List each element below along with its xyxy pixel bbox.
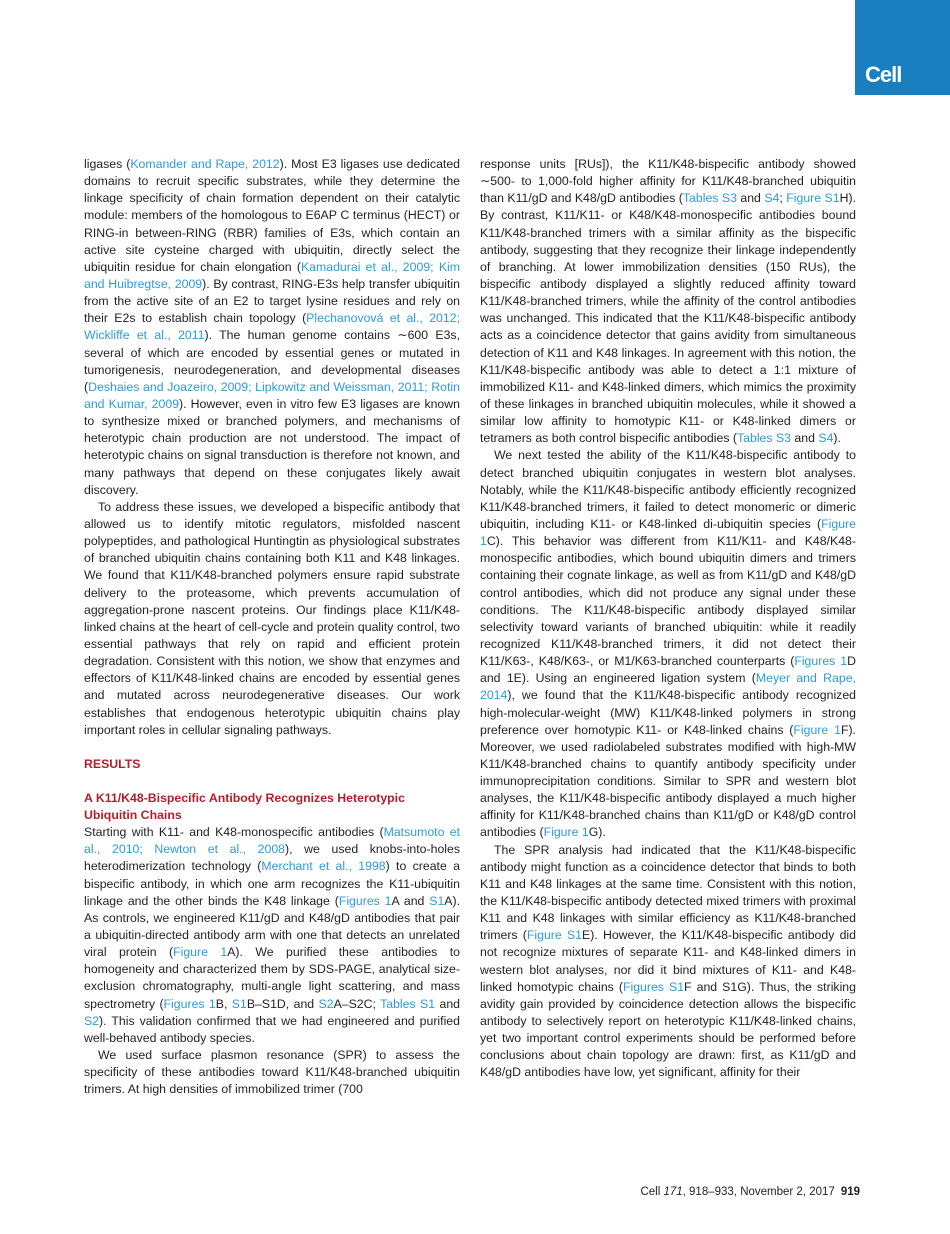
paragraph-text: ). The human genome contains ∼600 E3s, several of which are encoded by essential genes or mutated in tumorigenesis, neurodegeneration, and developmental diseases (: [84, 328, 460, 394]
paragraph-text: D and 1E). Using an engineered ligation system (: [480, 654, 856, 686]
citation-link[interactable]: Tables S3: [682, 191, 737, 206]
citation-link[interactable]: Figure S1: [526, 928, 583, 943]
paragraph-text: ). However, even in vitro few E3 ligases are known to synthesize mixed or branched polymers, and mechanisms of heterotypic chain production are not understood. The impact of heterotypic chains on signal transduction is therefore not known, and many pathways that depend on these conjugates likely await discovery.: [84, 396, 460, 497]
paragraph-text: and: [791, 431, 819, 446]
body-paragraph: [480, 842, 856, 1082]
body-paragraph: [480, 156, 856, 447]
section-heading: RESULTS: [84, 756, 141, 771]
paragraph-text: F). Moreover, we used radiolabeled substrates modified with high-MW K11/K48-branched chains to quantify antibody specificity under immunoprecipitation conditions. Similar to SPR and western blot analyses, the K11/K48-bispecific antibody displayed a much higher affinity for K11/K48-branched chains than K11/gD or K48/gD control antibodies (: [480, 722, 856, 840]
citation-link[interactable]: S1: [429, 893, 445, 908]
citation-link[interactable]: S4: [818, 431, 834, 446]
body-paragraph: [84, 824, 460, 1047]
citation-link[interactable]: Deshaies and Joazeiro, 2009; Lipkowitz and Weissman, 2011; Rotin and Kumar, 2009: [84, 379, 460, 411]
paragraph-text: B–S1D, and: [246, 996, 319, 1011]
paragraph-text: A–S2C;: [333, 996, 381, 1011]
citation-link[interactable]: Figures S1: [622, 979, 685, 994]
paragraph-text: and: [435, 996, 460, 1011]
paragraph-text: response units [RUs]), the K11/K48-bispecific antibody showed ∼500- to 1,000-fold higher affinity for K11/K48-branched ubiquitin than K11/gD and K48/gD antibodies (: [480, 157, 856, 206]
citation-link[interactable]: Figures 1: [163, 996, 216, 1011]
body-paragraph: [480, 447, 856, 841]
right-column: [480, 156, 856, 1082]
citation-link[interactable]: S2: [318, 996, 334, 1011]
footer-volume: 171: [663, 1186, 683, 1198]
citation-link[interactable]: Figures 1: [794, 654, 848, 669]
paragraph-text: E). However, the K11/K48-bispecific antibody did not recognize mixtures of separate K11- and K48-linked dimers in western blot analyses, nor did it bind mixtures of K11- and K48-linked homotypic chains (: [480, 928, 856, 994]
footer-citation-rest: , 918–933, November 2, 2017: [682, 1186, 835, 1198]
paragraph-text: ;: [779, 191, 787, 206]
paragraph-text: Starting with K11- and K48-monospecific antibodies (: [84, 825, 384, 840]
journal-logo: [855, 0, 950, 95]
citation-link[interactable]: Meyer and Rape, 2014: [480, 671, 856, 703]
citation-link[interactable]: Plechanovová et al., 2012; Wickliffe et al., 2011: [84, 311, 460, 343]
citation-link[interactable]: Tables S3: [737, 431, 792, 446]
citation-link[interactable]: Merchant et al., 1998: [261, 859, 386, 874]
citation-link[interactable]: Figures 1: [338, 893, 392, 908]
footer-citation-prefix: Cell: [640, 1186, 664, 1198]
paragraph-text: G).: [588, 825, 606, 840]
paragraph-text: ). This validation confirmed that we had engineered and purified well-behaved antibody species.: [84, 1013, 460, 1045]
journal-logo-text: Cell: [865, 62, 902, 87]
body-paragraph: [84, 499, 460, 739]
subsection-heading: A K11/K48-Bispecific Antibody Recognizes Heterotypic Ubiquitin Chains: [84, 790, 405, 823]
page-number: 919: [840, 1186, 860, 1198]
citation-link[interactable]: S2: [84, 1013, 100, 1028]
citation-link[interactable]: S4: [764, 191, 780, 206]
body-paragraph: [84, 156, 460, 499]
paragraph-text: B,: [215, 996, 232, 1011]
citation-link[interactable]: Figure 1: [543, 825, 589, 840]
paragraph-text: We used surface plasmon resonance (SPR) to assess the specificity of these antibodies toward K11/K48-branched ubiquitin trimers. At high densities of immobilized trimer (700: [84, 1048, 460, 1097]
paragraph-text: ), we used knobs-into-holes heterodimerization technology (: [84, 842, 461, 874]
citation-link[interactable]: Figure S1: [786, 191, 840, 206]
citation-link[interactable]: Figure 1: [480, 516, 856, 549]
citation-link[interactable]: Komander and Rape, 2012: [130, 157, 280, 171]
paragraph-text: H). By contrast, K11/K11- or K48/K48-monospecific antibodies bound K11/K48-branched trimers with a similar affinity as the bispecific antibody, suggesting that they recognize their linkage independently of branching. At lower immobilization densities (150 RUs), the bispecific antibody displayed a slightly reduced affinity toward K11/K48-branched trimers, while the affinity of the control antibodies was unchanged. This indicated that the K11/K48-bispecific antibody acts as a coincidence detector that gains avidity from simultaneous detection of K11 and K48 linkages. In agreement with this notion, the K11/K48-bispecific antibody was able to detect a 1:1 mixture of immobilized K11- and K48-linked dimers, which mimics the proximity of these linkages in branched ubiquitin molecules, while it showed a similar low affinity to homotypic K11- or K48-linked dimers or tetramers as both control bispecific antibodies (: [480, 191, 856, 446]
paragraph-text: ), we found that the K11/K48-bispecific antibody recognized high-molecular-weight (MW) K11/K48-linked polymers in strong preference over homotypic K11- or K48-linked chains (: [480, 688, 856, 737]
paragraph-text: A and: [391, 893, 430, 908]
paragraph-text: ). By contrast, RING-E3s help transfer ubiquitin from the active site of an E2 to target lysine residues and rely on their E2s to establish chain topology (: [84, 276, 460, 326]
body-paragraph: [84, 1047, 460, 1098]
left-column: [84, 156, 460, 1098]
paragraph-text: ligases (: [84, 157, 131, 171]
paragraph-text: ).: [833, 431, 841, 446]
citation-link[interactable]: Kamadurai et al., 2009; Kim and Huibregtse, 2009: [84, 259, 460, 291]
paragraph-text: To address these issues, we developed a bispecific antibody that allowed us to identify mitotic regulators, misfolded nascent polypeptides, and pathological Huntingtin as physiological substrates of branched ubiquitin chains containing both K11 and K48 linkages. We found that K11/K48-branched polymers ensure rapid substrate delivery to the proteasome, which prevents accumulation of aggregation-prone nascent proteins. Our findings place K11/K48-linked chains at the heart of cell-cycle and protein quality control, two essential pathways that rely on rapid and efficient protein degradation. Consistent with this notion, we show that enzymes and effectors of K11/K48-linked chains are encoded by essential genes and mutated across neurodegenerative diseases. Our work establishes that endogenous heterotypic ubiquitin chains play important roles in cellular signaling pathways.: [84, 499, 460, 737]
paragraph-text: C). This behavior was different from K11/K11- and K48/K48-monospecific antibodies, which bound ubiquitin dimers and trimers containing their cognate linkage, as well as from K11/gD and K48/gD control antibodies, which did not produce any signal under these conditions. The K11/K48-bispecific antibody displayed similar selectivity toward variants of branched ubiquitin: while it readily recognized K11/K48-branched trimers, it did not detect their K11/K63-, K48/K63-, or M1/K63-branched counterparts (: [480, 534, 856, 669]
citation-link[interactable]: Tables S1: [380, 996, 436, 1011]
paragraph-text: A). As controls, we engineered K11/gD and K48/gD antibodies that pair a ubiquitin-directed antibody arm with one that detects an unrelated viral protein (: [84, 893, 461, 960]
citation-link[interactable]: Figure 1: [173, 945, 228, 960]
citation-link[interactable]: S1: [231, 996, 247, 1011]
citation-link[interactable]: Figure 1: [793, 722, 841, 737]
paragraph-text: F and S1G). Thus, the striking avidity gain provided by coincidence detection allows the bispecific antibody to selectively report on heterotypic K11/K48-linked chains, yet two important control experiments should be performed before conclusions about chain topology are drawn: first, as K11/gD and K48/gD antibodies have low, yet significant, affinity for their: [480, 979, 856, 1080]
page-footer: [640, 1186, 860, 1198]
paragraph-text: ) to create a bispecific antibody, in which one arm recognizes the K11-ubiquitin linkage and the other binds the K48 linkage (: [84, 859, 460, 908]
paragraph-text: ). Most E3 ligases use dedicated domains to recruit specific substrates, while they determine the linkage specificity of chain formation dependent on their catalytic module: members of the homologous to E6AP C terminus (HECT) or RING-in between-RING (RBR) families of E3s, which contain an active site cysteine charged with ubiquitin, directly select the ubiquitin residue for chain elongation (: [84, 157, 460, 274]
paragraph-text: and: [736, 191, 765, 206]
paragraph-text: A). We purified these antibodies to homogeneity and characterized them by SDS-PAGE, analytical size-exclusion chromatography, multi-angle light scattering, and mass spectrometry (: [84, 945, 460, 1011]
paragraph-text: We next tested the ability of the K11/K48-bispecific antibody to detect branched ubiquitin conjugates in western blot analyses. Notably, while the K11/K48-bispecific antibody efficiently recognized K11/K48-branched trimers, it failed to detect monomeric or dimeric ubiquitin, including K11- or K48-linked di-ubiquitin species (: [480, 448, 856, 531]
citation-link[interactable]: Matsumoto et al., 2010; Newton et al., 2008: [84, 825, 460, 857]
paragraph-text: The SPR analysis had indicated that the K11/K48-bispecific antibody might function as a coincidence detector that binds to both K11 and K48 linkages at the same time. Consistent with this notion, the K11/K48-bispecific antibody detected mixed trimers with proximal K11 and K48 linkages with similar efficiency as K11/K48-branched trimers (: [480, 842, 856, 943]
